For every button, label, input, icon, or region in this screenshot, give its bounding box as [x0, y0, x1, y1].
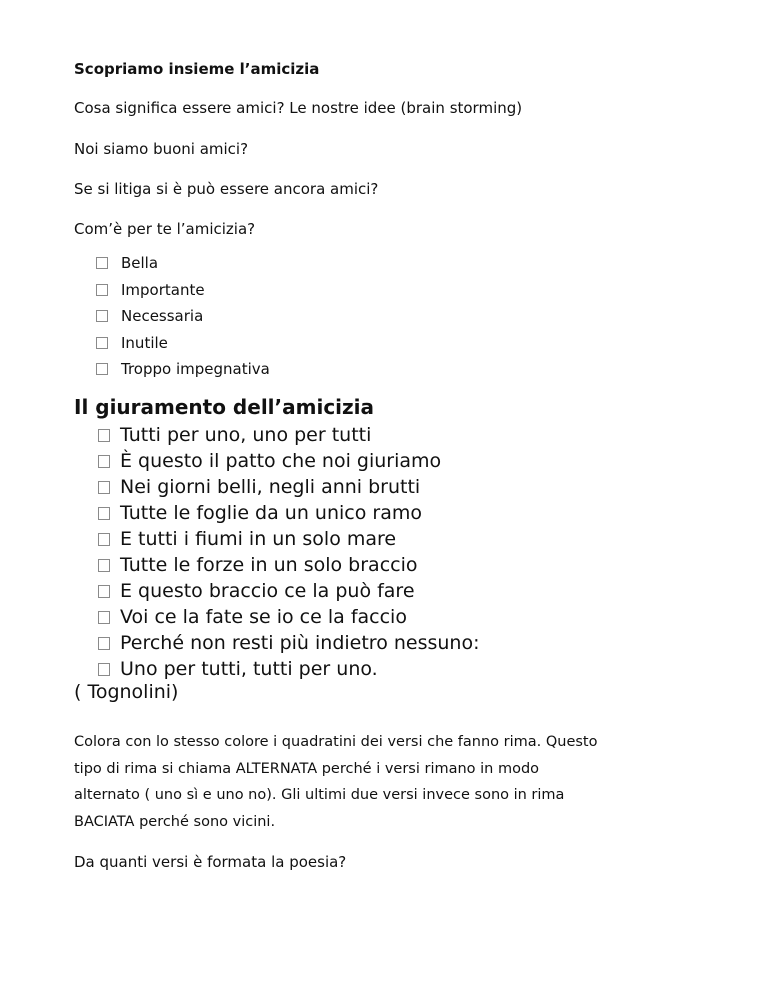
verse-text: Voi ce la fate se io ce la faccio [120, 606, 407, 628]
verse-text: E tutti i fiumi in un solo mare [120, 528, 397, 550]
poem-verses-list [98, 422, 480, 682]
final-question: Da quanti versi è formata la poesia? [74, 853, 347, 871]
verse-square-icon[interactable] [98, 663, 110, 676]
verse-square-icon[interactable] [98, 585, 110, 598]
verse-text: E questo braccio ce la può fare [120, 580, 415, 602]
document-title: Scopriamo insieme l’amicizia [74, 60, 320, 78]
verse-square-icon[interactable] [98, 481, 110, 494]
checkbox-square-icon[interactable] [96, 284, 108, 296]
poem-verse [98, 422, 480, 448]
instruction-line: BACIATA perché sono vicini. [74, 813, 276, 830]
poem-verse [98, 656, 480, 682]
verse-square-icon[interactable] [98, 611, 110, 624]
option-label: Necessaria [121, 307, 204, 325]
instruction-line: Colora con lo stesso colore i quadratini dei versi che fanno rima. Questo [74, 734, 598, 750]
instructions-paragraph [74, 729, 694, 835]
question-arguing: Se si litiga si è può essere ancora amici? [74, 180, 379, 198]
instruction-line: alternato ( uno sì e uno no). Gli ultimi due versi invece sono in rima [74, 787, 565, 803]
verse-square-icon[interactable] [98, 533, 110, 546]
checkbox-square-icon[interactable] [96, 310, 108, 322]
option-item[interactable] [96, 250, 270, 277]
poem-verse [98, 474, 480, 500]
poem-verse [98, 578, 480, 604]
option-item[interactable] [96, 303, 270, 330]
option-label: Troppo impegnativa [121, 360, 270, 378]
poem-title: Il giuramento dell’amicizia [74, 395, 375, 419]
option-label: Inutile [121, 333, 168, 352]
option-label: Bella [121, 254, 159, 272]
verse-square-icon[interactable] [98, 455, 110, 468]
checkbox-square-icon[interactable] [96, 337, 108, 349]
option-item[interactable] [96, 330, 270, 357]
checkbox-square-icon[interactable] [96, 257, 108, 269]
poem-verse [98, 630, 480, 656]
verse-text: Uno per tutti, tutti per uno. [120, 658, 378, 680]
question-friendship: Com’è per te l’amicizia? [74, 220, 256, 238]
poem-verse [98, 500, 480, 526]
poem-verse [98, 448, 480, 474]
verse-text: È questo il patto che noi giuriamo [120, 450, 442, 472]
verse-square-icon[interactable] [98, 429, 110, 442]
verse-text: Tutti per uno, uno per tutti [120, 424, 372, 446]
verse-square-icon[interactable] [98, 637, 110, 650]
poem-verse [98, 604, 480, 630]
verse-text: Tutte le foglie da un unico ramo [120, 502, 422, 524]
verse-square-icon[interactable] [98, 507, 110, 520]
poem-verse [98, 552, 480, 578]
option-item[interactable] [96, 356, 270, 383]
verse-text: Nei giorni belli, negli anni brutti [120, 476, 421, 498]
question-good-friends: Noi siamo buoni amici? [74, 140, 249, 158]
option-label: Importante [121, 280, 205, 299]
verse-text: Tutte le forze in un solo braccio [120, 554, 418, 576]
option-item[interactable] [96, 277, 270, 304]
friendship-options-list [96, 250, 270, 383]
poem-author: ( Tognolini) [74, 681, 179, 703]
poem-verse [98, 526, 480, 552]
verse-square-icon[interactable] [98, 559, 110, 572]
question-meaning: Cosa significa essere amici? Le nostre idee (brain storming) [74, 99, 523, 117]
checkbox-square-icon[interactable] [96, 363, 108, 375]
verse-text: Perché non resti più indietro nessuno: [120, 632, 480, 654]
instruction-line: tipo di rima si chiama ALTERNATA perché i versi rimano in modo [74, 760, 540, 777]
